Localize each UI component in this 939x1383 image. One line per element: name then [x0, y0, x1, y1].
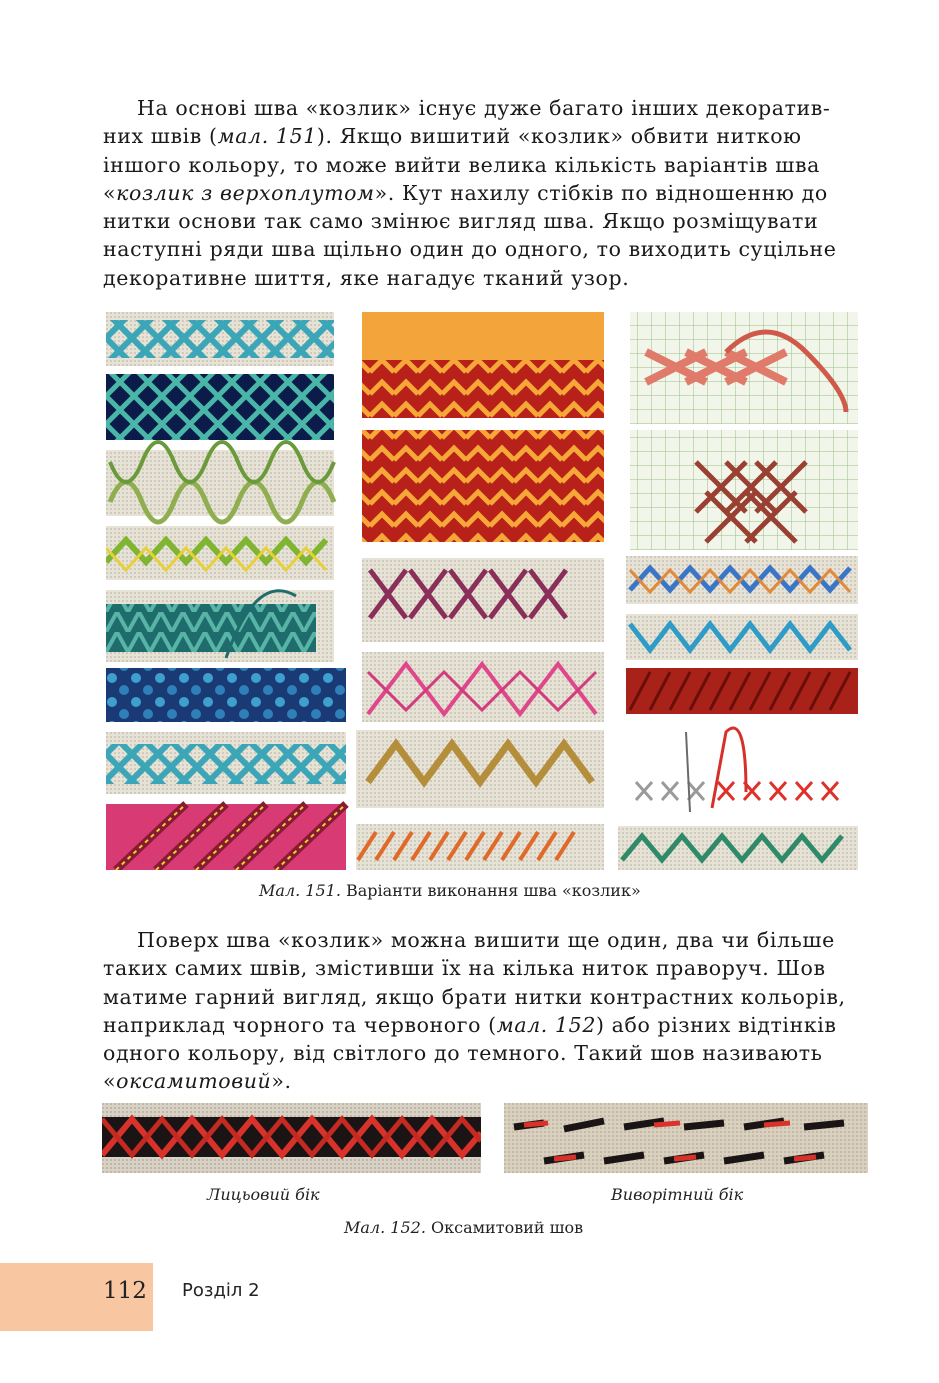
figure-number: Мал. 152. [344, 1218, 426, 1237]
text-line: Поверх шва «козлик» можна вишити ще один, два чи більше [137, 928, 835, 952]
paragraph-1 [103, 94, 867, 292]
text-line: На основі шва «козлик» існує дуже багато інших декоратив- [137, 96, 831, 120]
text-line: матиме гарний вигляд, якщо брати нитки контрастних кольорів, [103, 984, 846, 1009]
figure-151-image [106, 312, 862, 870]
text-line: наступні ряди шва щільно один до одного, то виходить суцільне [103, 237, 837, 262]
section-label: Розділ 2 [182, 1280, 260, 1301]
figure-152-caption: Мал. 152. Оксамитовий шов [344, 1218, 584, 1237]
figure-number: Мал. 151. [259, 881, 341, 900]
front-side-image [102, 1103, 481, 1173]
text-line: «козлик з верхоплутом». Кут нахилу стібків по відношенню до [103, 180, 828, 205]
figure-reference: мал. 151 [217, 124, 317, 149]
text-line: нитки основи так само змінює вигляд шва. Якщо розміщувати [103, 209, 819, 234]
page-number: 112 [103, 1278, 147, 1304]
back-side-image [504, 1103, 868, 1173]
paragraph-2 [103, 926, 867, 1096]
text-line: одного кольору, від світлого до темного. Такий шов називають [103, 1041, 823, 1066]
figure-151-caption: Мал. 151. Варіанти виконання шва «козлик» [259, 881, 641, 900]
stitch-name: оксамитовий [116, 1069, 272, 1094]
text-line: них швів (мал. 151). Якщо вишитий «козлик» обвити ниткою [103, 124, 802, 149]
back-side-label: Виворітний бік [611, 1185, 744, 1204]
front-side-label: Лицьовий бік [207, 1185, 320, 1204]
text-line: таких самих швів, змістивши їх на кілька ниток праворуч. Шов [103, 956, 826, 981]
stitch-name: козлик з верхоплутом [116, 180, 375, 205]
text-line: наприклад чорного та червоного (мал. 152) або різних відтінків [103, 1012, 837, 1037]
text-line: «оксамитовий». [103, 1069, 292, 1094]
text-line: декоративне шиття, яке нагадує тканий узор. [103, 265, 630, 290]
text-line: іншого кольору, то може вийти велика кількість варіантів шва [103, 152, 820, 177]
figure-reference: мал. 152 [496, 1012, 596, 1037]
